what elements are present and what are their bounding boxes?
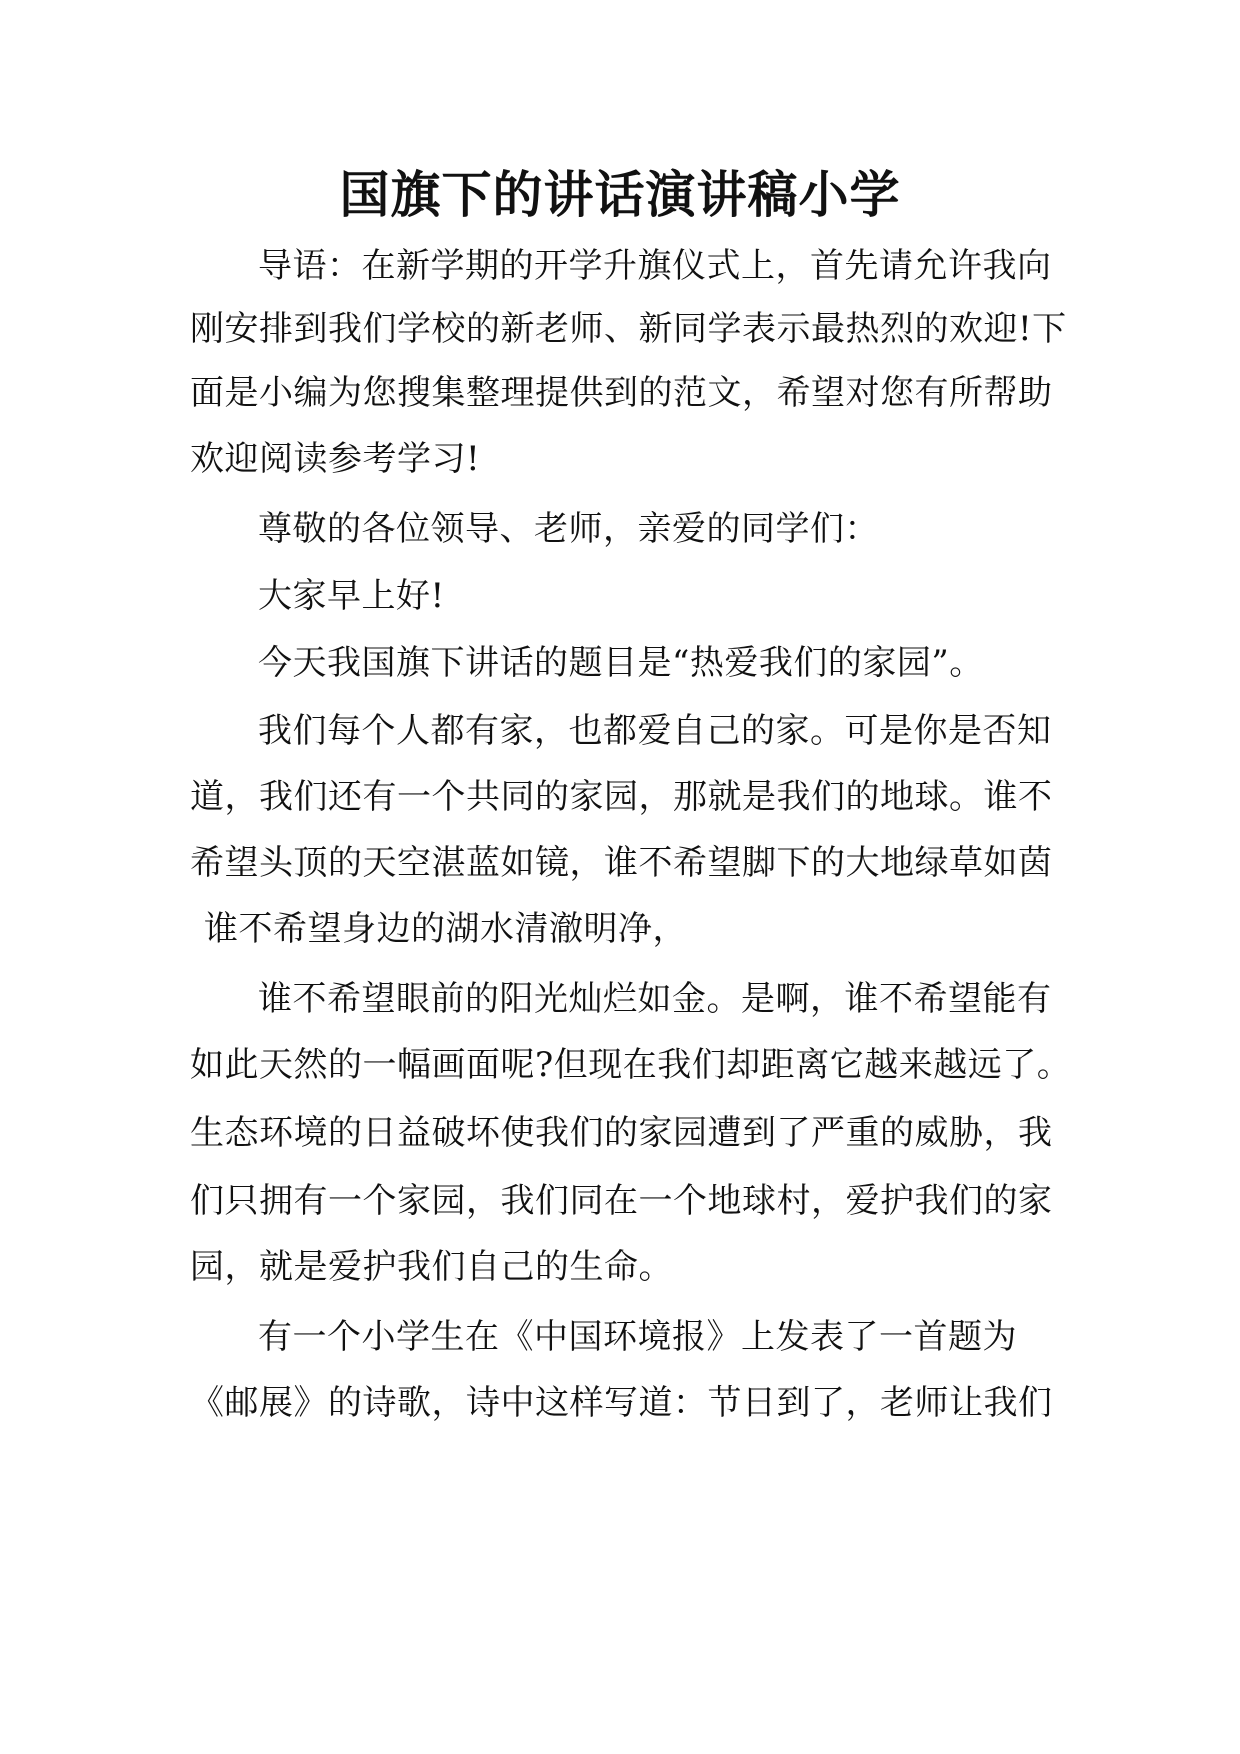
text-line: 大家早上好! xyxy=(258,576,445,616)
text-line: 谁不希望身边的湖水清澈明净， xyxy=(204,909,687,949)
text-line: 面是小编为您搜集整理提供到的范文，希望对您有所帮助 xyxy=(190,373,1053,413)
text-line: 今天我国旗下讲话的题目是“热爱我们的家园”。 xyxy=(258,643,984,683)
text-line: 园，就是爱护我们自己的生命。 xyxy=(190,1247,673,1287)
text-line: 有一个小学生在《中国环境报》上发表了一首题为 xyxy=(258,1317,1017,1357)
text-line: 欢迎阅读参考学习! xyxy=(190,439,481,479)
text-line: 刚安排到我们学校的新老师、新同学表示最热烈的欢迎!下 xyxy=(190,309,1067,349)
text-line: 希望头顶的天空湛蓝如镜，谁不希望脚下的大地绿草如茵 xyxy=(190,843,1053,883)
text-line: 们只拥有一个家园，我们同在一个地球村，爱护我们的家 xyxy=(190,1181,1053,1221)
text-line: 道，我们还有一个共同的家园，那就是我们的地球。谁不 xyxy=(190,777,1053,817)
text-line: 谁不希望眼前的阳光灿烂如金。是啊，谁不希望能有 xyxy=(258,979,1052,1019)
text-line: 导语：在新学期的开学升旗仪式上，首先请允许我向 xyxy=(258,246,1052,286)
document-title: 国旗下的讲话演讲稿小学 xyxy=(339,166,901,224)
text-line: 尊敬的各位领导、老师，亲爱的同学们： xyxy=(258,509,879,549)
text-line: 我们每个人都有家，也都爱自己的家。可是你是否知 xyxy=(258,711,1052,751)
text-line: 《邮展》的诗歌，诗中这样写道：节日到了，老师让我们 xyxy=(190,1383,1053,1423)
text-line: 如此天然的一幅画面呢?但现在我们却距离它越来越远了。 xyxy=(190,1045,1072,1085)
text-line: 生态环境的日益破坏使我们的家园遭到了严重的威胁，我 xyxy=(190,1113,1053,1153)
